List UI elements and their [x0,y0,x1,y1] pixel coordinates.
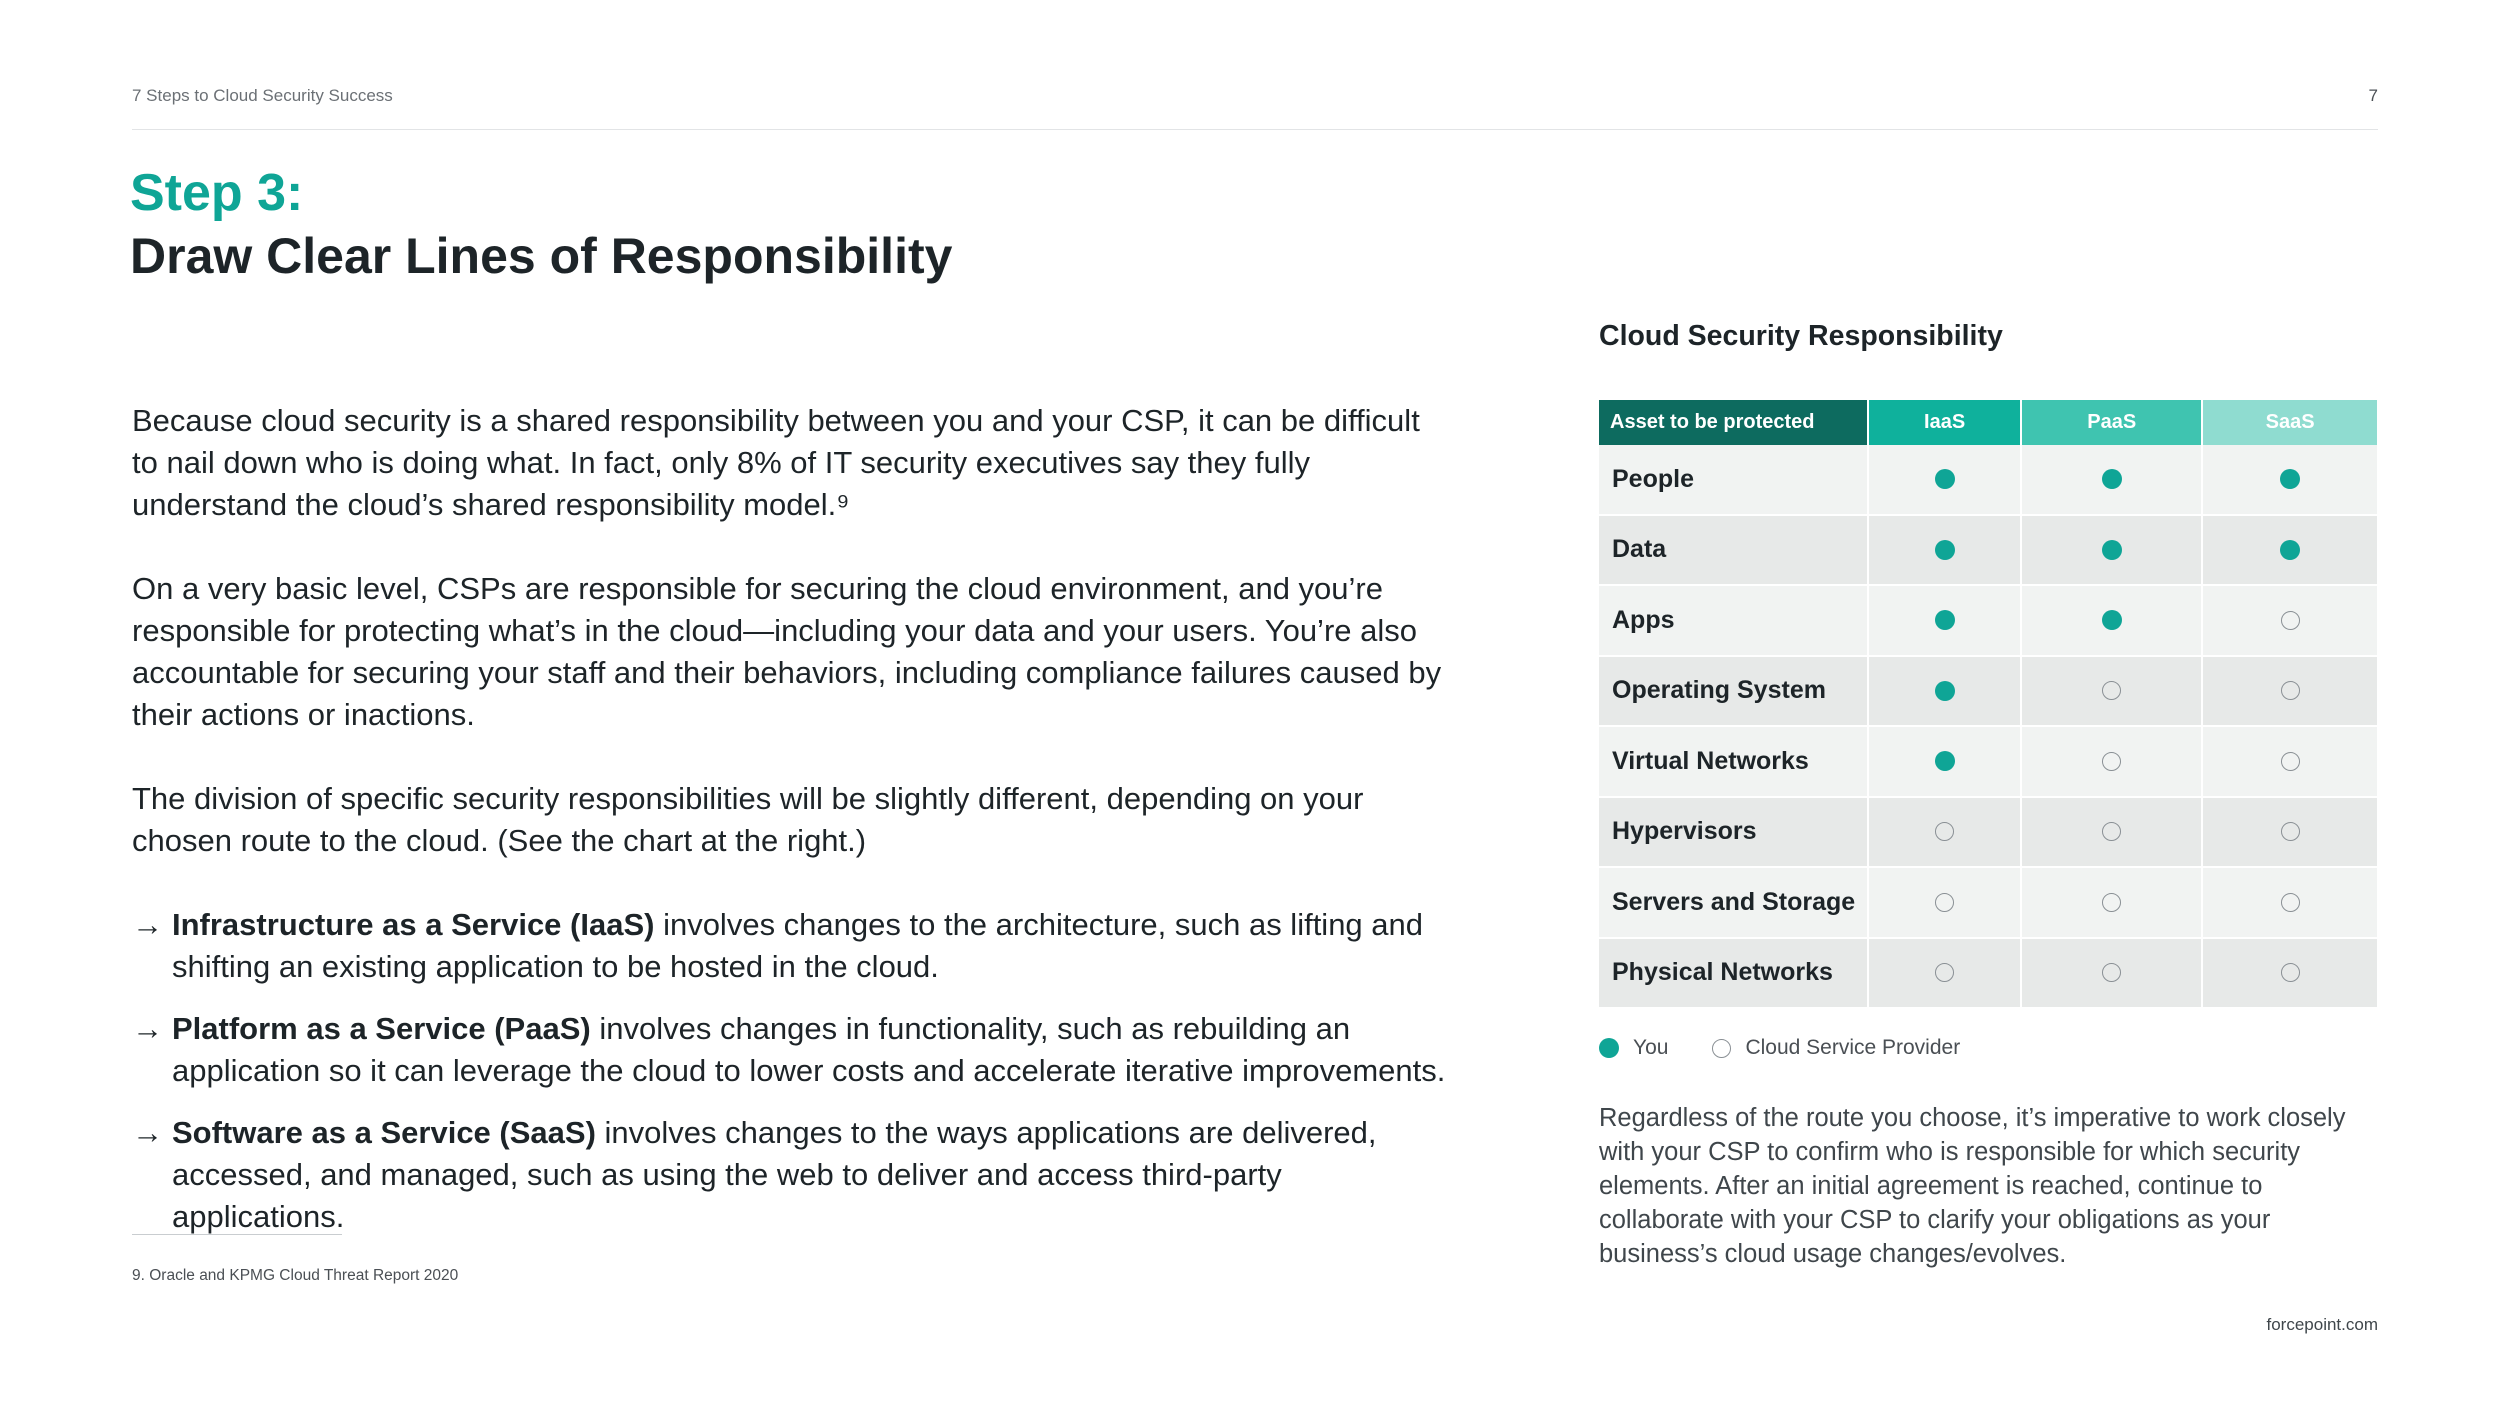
asset-label: Physical Networks [1599,939,1869,1010]
responsibility-cell [2203,798,2377,869]
table-row [1599,516,2377,587]
list-item-iaas [132,904,1452,988]
term-paas: Platform as a Service (PaaS) [172,1011,591,1046]
footnote: 9. Oracle and KPMG Cloud Threat Report 2020 [132,1267,459,1284]
term-iaas: Infrastructure as a Service (IaaS) [172,907,655,942]
responsibility-cell [2203,868,2377,939]
filled-circle-icon [2102,469,2122,489]
arrow-right-icon: → [132,907,163,942]
responsibility-cell [2203,445,2377,516]
footnote-divider [132,1234,342,1235]
asset-label: Virtual Networks [1599,727,1869,798]
page-title: Draw Clear Lines of Responsibility [130,228,953,284]
filled-circle-icon [1935,681,1955,701]
filled-circle-icon [1599,1038,1619,1058]
legend-csp-label: Cloud Service Provider [1745,1036,1961,1059]
asset-label: Hypervisors [1599,798,1869,869]
page-number: 7 [2368,86,2378,105]
hollow-circle-icon [2102,681,2121,700]
responsibility-cell [2022,586,2203,657]
hollow-circle-icon [1935,822,1954,841]
hollow-circle-icon [2102,822,2121,841]
responsibility-cell [2203,727,2377,798]
term-saas: Software as a Service (SaaS) [172,1115,596,1150]
table-legend [1599,1036,1960,1060]
list-item-saas [132,1112,1452,1238]
hollow-circle-icon [2281,752,2300,771]
responsibility-table [1599,400,2377,1009]
hollow-circle-icon [2102,893,2121,912]
responsibility-cell [2203,657,2377,728]
table-row [1599,727,2377,798]
paragraph-1: Because cloud security is a shared responsibility between you and your CSP, it can be difficult to nail down who is doing what. In fact, only 8% of IT security executives say they fully understand the cloud’s shared responsibility model.⁹ [132,403,1420,522]
responsibility-cell [1869,939,2022,1010]
table-row [1599,939,2377,1010]
hollow-circle-icon [2281,963,2300,982]
hollow-circle-icon [2102,752,2121,771]
hollow-circle-icon [1712,1039,1731,1058]
legend-you-label: You [1633,1036,1669,1059]
filled-circle-icon [1935,751,1955,771]
table-row [1599,798,2377,869]
filled-circle-icon [1935,469,1955,489]
hollow-circle-icon [2281,893,2300,912]
column-header-asset: Asset to be protected [1599,400,1869,445]
table-row [1599,586,2377,657]
asset-label: Servers and Storage [1599,868,1869,939]
asset-label: Apps [1599,586,1869,657]
hollow-circle-icon [1935,963,1954,982]
hollow-circle-icon [2281,611,2300,630]
column-header-paas: PaaS [2022,400,2203,445]
filled-circle-icon [2280,540,2300,560]
table-row [1599,657,2377,728]
responsibility-cell [1869,657,2022,728]
responsibility-cell [2203,939,2377,1010]
filled-circle-icon [1935,540,1955,560]
responsibility-cell [2203,586,2377,657]
description-paas: involves changes in functionality, such as rebuilding an application so it can leverage the cloud to lower costs and accelerate iterative improvements. [172,1011,1446,1088]
table-header-row [1599,400,2377,445]
table-body [1599,445,2377,1009]
hollow-circle-icon [2281,681,2300,700]
arrow-right-icon: → [132,1011,163,1046]
responsibility-cell [1869,798,2022,869]
responsibility-cell [2022,445,2203,516]
responsibility-cell [1869,586,2022,657]
hollow-circle-icon [2102,963,2121,982]
service-model-list [132,904,1452,1238]
asset-label: Data [1599,516,1869,587]
responsibility-cell [2022,516,2203,587]
list-item-paas [132,1008,1452,1092]
asset-label: People [1599,445,1869,516]
column-header-saas: SaaS [2203,400,2377,445]
filled-circle-icon [2102,540,2122,560]
step-label: Step 3: [130,164,304,222]
responsibility-cell [1869,516,2022,587]
responsibility-cell [1869,727,2022,798]
description-saas: involves changes to the ways applications are delivered, accessed, and managed, such as using the web to deliver and access third-party applications. [172,1115,1377,1234]
table-row [1599,445,2377,516]
document-title: 7 Steps to Cloud Security Success [132,86,393,105]
responsibility-cell [1869,445,2022,516]
hollow-circle-icon [1935,893,1954,912]
responsibility-cell [2022,868,2203,939]
responsibility-cell [1869,868,2022,939]
header-divider [132,129,2378,130]
hollow-circle-icon [2281,822,2300,841]
responsibility-cell [2203,516,2377,587]
filled-circle-icon [1935,610,1955,630]
table-row [1599,868,2377,939]
footer-link[interactable]: forcepoint.com [2266,1315,2378,1334]
table-title: Cloud Security Responsibility [1599,320,2003,352]
description-iaas: involves changes to the architecture, such as lifting and shifting an existing application to be hosted in the cloud. [172,907,1424,984]
filled-circle-icon [2280,469,2300,489]
body-text [132,400,1452,1258]
arrow-right-icon: → [132,1115,163,1150]
responsibility-cell [2022,727,2203,798]
responsibility-cell [2022,657,2203,728]
responsibility-cell [2022,939,2203,1010]
paragraph-2: On a very basic level, CSPs are responsible for securing the cloud environment, and you’re responsible for protecting what’s in the cloud—including your data and your users. You’re also accountable for securing your staff and their behaviors, including compliance failures caused by their actions or inactions. [132,571,1442,732]
asset-label: Operating System [1599,657,1869,728]
filled-circle-icon [2102,610,2122,630]
responsibility-cell [2022,798,2203,869]
column-header-iaas: IaaS [1869,400,2022,445]
paragraph-3: The division of specific security responsibilities will be slightly different, depending on your chosen route to the cloud. (See the chart at the right.) [132,781,1364,858]
side-paragraph: Regardless of the route you choose, it’s imperative to work closely with your CSP to confirm who is responsible for which security elements. After an initial agreement is reached, continue to collaborate with your CSP to clarify your obligations as your business’s cloud usage changes/evolves. [1599,1104,2346,1268]
